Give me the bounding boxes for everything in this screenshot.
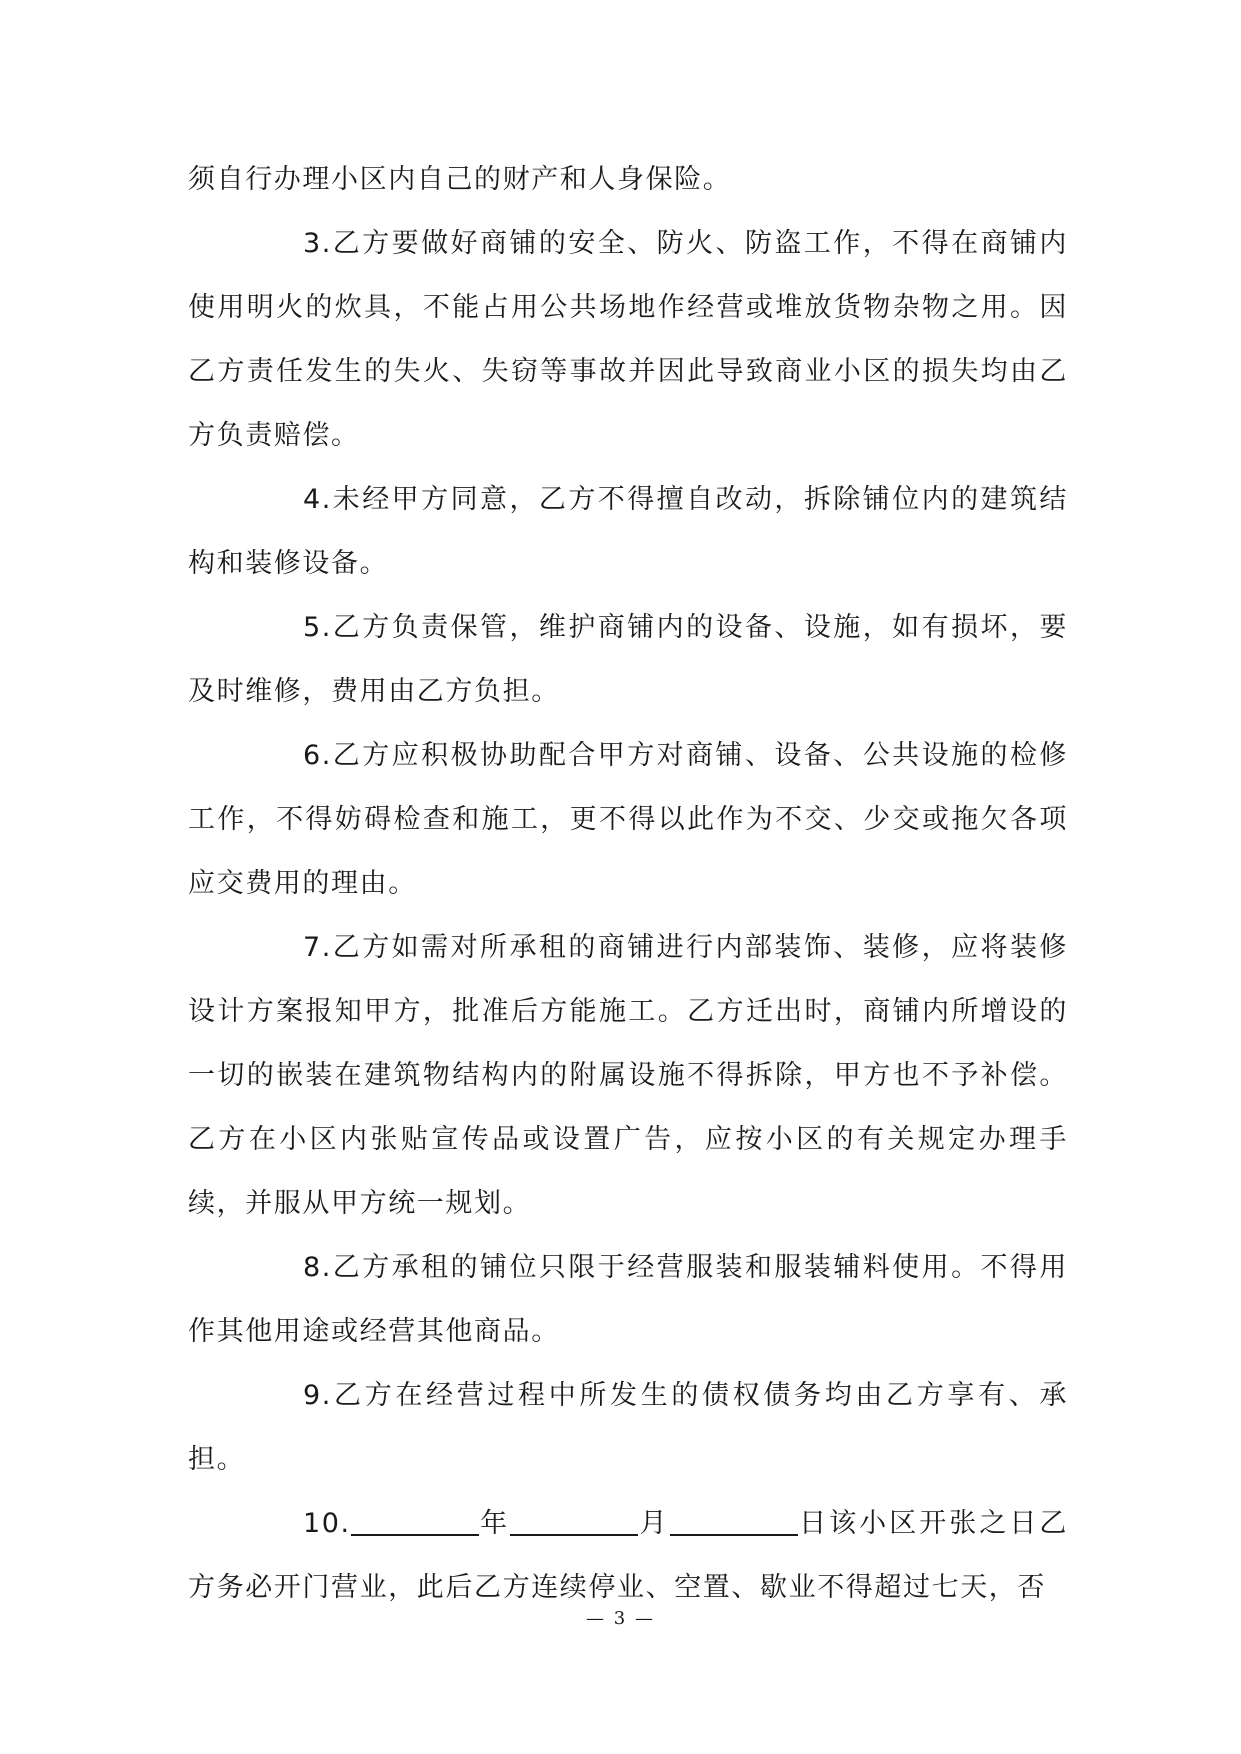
day-blank — [670, 1504, 798, 1536]
year-label: 年 — [478, 1508, 511, 1539]
document-body — [188, 148, 1068, 1620]
clause-4: 4.未经甲方同意，乙方不得擅自改动，拆除铺位内的建筑结构和装修设备。 — [188, 484, 1068, 579]
clause-6: 6.乙方应积极协助配合甲方对商铺、设备、公共设施的检修工作，不得妨碍检查和施工，更不得以此作为不交、少交或拖欠各项应交费用的理由。 — [188, 740, 1068, 899]
month-label: 月 — [638, 1508, 670, 1539]
clause-3: 3.乙方要做好商铺的安全、防火、防盗工作，不得在商铺内使用明火的炊具，不能占用公共场地作经营或堆放货物杂物之用。因乙方责任发生的失火、失窃等事故并因此导致商业小区的损失均由乙方负责赔偿。 — [188, 228, 1068, 451]
month-blank — [510, 1504, 638, 1536]
clause-10-text: 日该小区开张之日乙方务必开门营业，此后乙方连续停业、空置、歇业不得超过七天，否 — [188, 1508, 1068, 1603]
page-number: — 3 — — [586, 1608, 655, 1629]
clause-5: 5.乙方负责保管，维护商铺内的设备、设施，如有损坏，要及时维修，费用由乙方负担。 — [188, 612, 1068, 707]
clause-10 — [188, 1492, 1068, 1620]
clause-8: 8.乙方承租的铺位只限于经营服装和服装辅料使用。不得用作其他用途或经营其他商品。 — [188, 1252, 1068, 1347]
clause-9: 9.乙方在经营过程中所发生的债权债务均由乙方享有、承担。 — [188, 1380, 1068, 1475]
clause-10-number: 10. — [303, 1508, 351, 1539]
paragraph-continued: 须自行办理小区内自己的财产和人身保险。 — [188, 164, 732, 195]
clause-7: 7.乙方如需对所承租的商铺进行内部装饰、装修，应将装修设计方案报知甲方，批准后方能施工。乙方迁出时，商铺内所增设的一切的嵌装在建筑物结构内的附属设施不得拆除，甲方也不予补偿。乙方在小区内张贴宣传品或设置广告，应按小区的有关规定办理手续，并服从甲方统一规划。 — [188, 932, 1068, 1219]
year-blank — [351, 1504, 479, 1536]
